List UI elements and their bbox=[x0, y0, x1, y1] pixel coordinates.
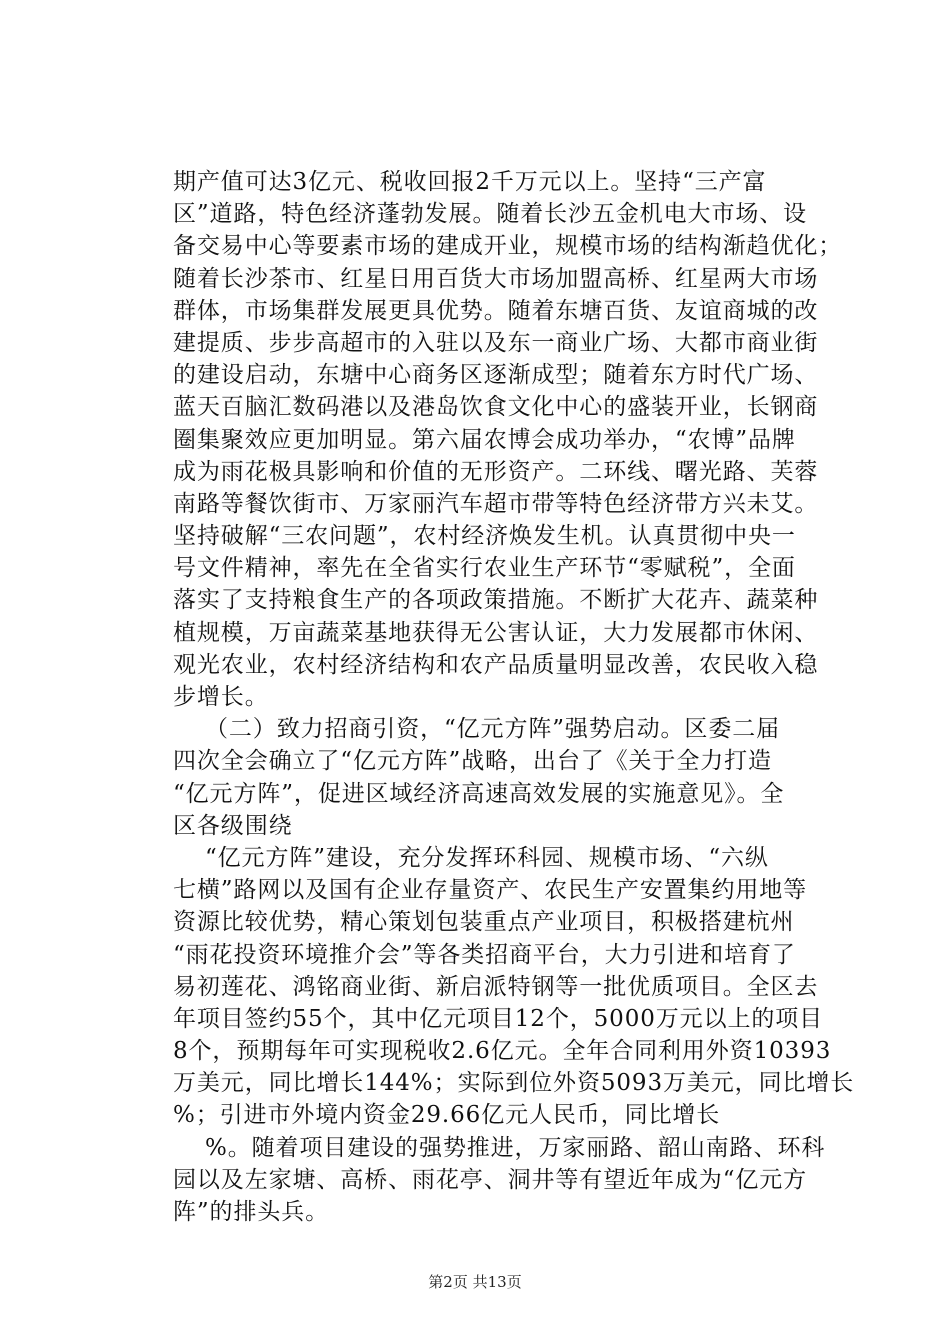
text-line: 群体，市场集群发展更具优势。随着东塘百货、友谊商城的改 bbox=[173, 297, 819, 324]
text-line: 建提质、步步高超市的入驻以及东一商业广场、大都市商业街 bbox=[173, 329, 819, 356]
text-line: 8个，预期每年可实现税收2.6亿元。全年合同利用外资10393 bbox=[173, 1038, 832, 1065]
text-line: 坚持破解“三农问题”，农村经济焕发生机。认真贯彻中央一 bbox=[173, 523, 796, 550]
text-line: 植规模，万亩蔬菜基地获得无公害认证，大力发展都市休闲、 bbox=[173, 619, 819, 646]
text-line: %。随着项目建设的强势推进，万家丽路、韶山南路、环科 bbox=[205, 1134, 826, 1161]
text-line: 阵”的排头兵。 bbox=[173, 1199, 330, 1225]
text-line: 步增长。 bbox=[173, 684, 269, 710]
text-line: 资源比较优势，精心策划包装重点产业项目，积极搭建杭州 bbox=[173, 909, 795, 936]
text-line: 南路等餐饮街市、万家丽汽车超市带等特色经济带方兴未艾。 bbox=[173, 490, 819, 517]
text-line: 区”道路，特色经济蓬勃发展。随着长沙五金机电大市场、设 bbox=[173, 201, 808, 228]
page-number: 第2页 共13页 bbox=[428, 1273, 522, 1291]
text-line: 期产值可达3亿元、税收回报2千万元以上。坚持“三产富 bbox=[173, 169, 767, 195]
text-line: 七横”路网以及国有企业存量资产、农民生产安置集约用地等 bbox=[173, 877, 808, 904]
text-line: 的建设启动，东塘中心商务区逐渐成型；随着东方时代广场、 bbox=[173, 362, 819, 389]
text-line: 园以及左家塘、高桥、雨花亭、洞井等有望近年成为“亿元方 bbox=[173, 1166, 808, 1193]
text-line: 四次全会确立了“亿元方阵”战略，出台了《关于全力打造 bbox=[173, 748, 772, 775]
text-line: 落实了支持粮食生产的各项政策措施。不断扩大花卉、蔬菜种 bbox=[173, 587, 819, 614]
text-line: 蓝天百脑汇数码港以及港岛饮食文化中心的盛装开业，长钢商 bbox=[173, 394, 819, 421]
text-line: “亿元方阵”，促进区域经济高速高效发展的实施意见》。全 bbox=[173, 780, 785, 807]
paragraph-heading: （二）致力招商引资，“亿元方阵”强势启动。区委二届 bbox=[205, 716, 781, 743]
text-line: 观光农业，农村经济结构和农产品质量明显改善，农民收入稳 bbox=[173, 651, 819, 678]
text-line: 万美元，同比增长144%；实际到位外资5093万美元，同比增长 bbox=[173, 1070, 855, 1097]
text-line: 备交易中心等要素市场的建成开业，规模市场的结构渐趋优化； bbox=[173, 233, 843, 260]
page-footer bbox=[0, 1272, 950, 1292]
text-line: 随着长沙茶市、红星日用百货大市场加盟高桥、红星两大市场 bbox=[173, 265, 819, 292]
text-line: 区各级围绕 bbox=[173, 812, 293, 839]
text-line: %；引进市外境内资金29.66亿元人民币，同比增长 bbox=[173, 1102, 721, 1129]
text-line: 成为雨花极具影响和价值的无形资产。二环线、曙光路、芙蓉 bbox=[173, 458, 819, 485]
text-line: “雨花投资环境推介会”等各类招商平台，大力引进和培育了 bbox=[173, 941, 796, 968]
text-line: 易初莲花、鸿铭商业街、新启派特钢等一批优质项目。全区去 bbox=[173, 973, 819, 1000]
text-line: 号文件精神，率先在全省实行农业生产环节“零赋税”，全面 bbox=[173, 555, 796, 582]
text-line: 圈集聚效应更加明显。第六届农博会成功举办，“农博”品牌 bbox=[173, 426, 796, 453]
text-line: 年项目签约55个，其中亿元项目12个，5000万元以上的项目 bbox=[173, 1005, 824, 1032]
text-line: “亿元方阵”建设，充分发挥环科园、规模市场、“六纵 bbox=[205, 844, 769, 871]
document-body bbox=[173, 166, 863, 1228]
